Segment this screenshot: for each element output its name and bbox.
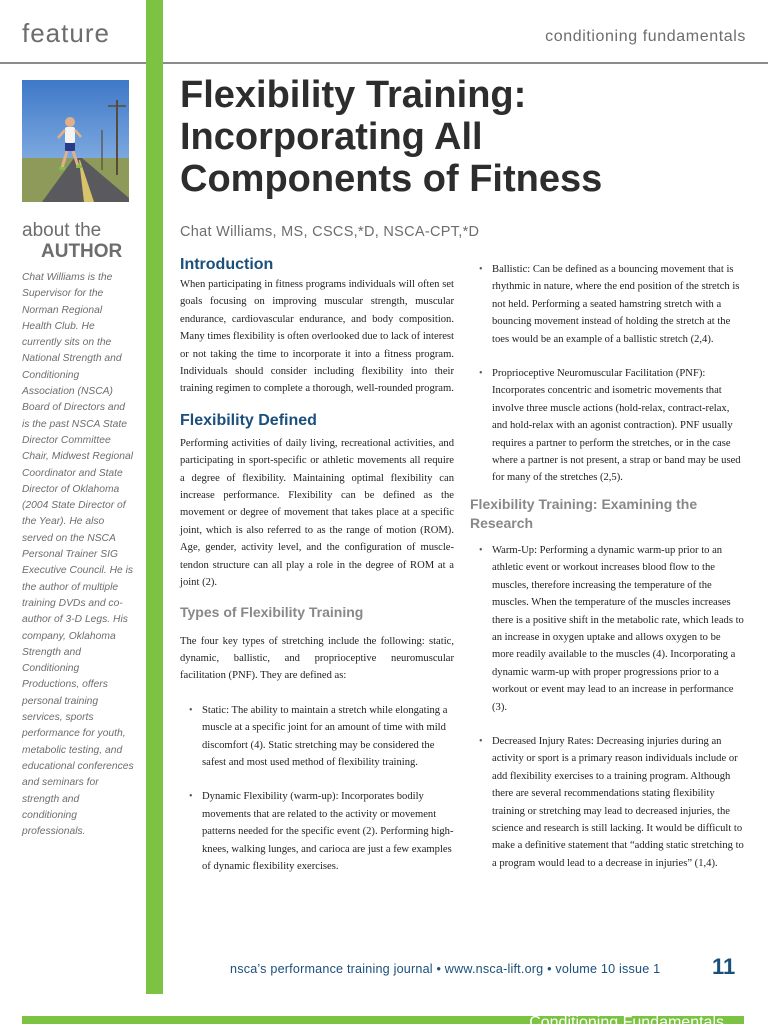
- types-paragraph: The four key types of stretching include the following: static, dynamic, ballistic, and proprioceptive neuromuscular facilitation (PNF). They are defined as:: [180, 635, 454, 682]
- footer-issue: volume 10 issue 1: [555, 962, 661, 976]
- bullet-pnf: • Proprioceptive Neuromuscular Facilitation (PNF): Incorporates concentric and isometric movements that involve three muscle actions (hold-relax, contract-relax, and hold-relax with an agonist contraction). PNF usually requires a partner to perform the stretches, or in the case where a partner is not present, a strap or band may be used for many of the stretches (2,5).: [470, 365, 744, 487]
- left-column: [180, 254, 454, 875]
- bullet-ballistic: • Ballistic: Can be defined as a bouncing movement that is rhythmic in nature, where the end position of the stretch is not held. Performing a seated hamstring stretch with a bouncing movement instead of holding the stretch at the toes would be an example of a ballistic stretch (2,4).: [470, 261, 744, 348]
- about-label-bottom: AUTHOR: [41, 241, 123, 262]
- category-label: conditioning fundamentals: [545, 28, 746, 45]
- header-divider: [0, 62, 768, 64]
- flexibility-defined-heading: Flexibility Defined: [180, 411, 317, 429]
- footer-journal: nsca’s performance training journal: [230, 962, 433, 976]
- runner-photo-image: [22, 80, 129, 202]
- intro-paragraph: When participating in fitness programs individuals will often set goals focusing on improving muscular strength, muscular endurance, cardiovascular endurance, and body composition. Many times flexibility is often overlooked due to lack of interest or not taking the time to incorporate it into a fitness program. Individuals should consider including flexibility into their training regimen to complete a thorough, well-rounded program.: [180, 279, 454, 395]
- accent-vertical-bar: [146, 0, 163, 994]
- bottom-banner-text: Conditioning Fundamentals: [529, 1014, 724, 1031]
- title-line-1: Flexibility Training:: [180, 74, 527, 116]
- footer-separator: •: [436, 962, 442, 976]
- title-line-2: Incorporating All: [180, 116, 483, 158]
- page-number: 11: [712, 954, 736, 979]
- byline: Chat Williams, MS, CSCS,*D, NSCA-CPT,*D: [180, 224, 480, 240]
- footer-url[interactable]: www.nsca-lift.org: [444, 962, 544, 976]
- research-heading: Flexibility Training: Examining the Research: [470, 495, 698, 531]
- about-the-author-heading: [22, 220, 122, 262]
- bullet-static: • Static: The ability to maintain a stretch while elongating a muscle at a specific joint for an amount of time with mild discomfort (4). Static stretching may be considered the safest and most used method of flexibility training.: [180, 702, 454, 772]
- bullet-dynamic: • Dynamic Flexibility (warm-up): Incorporates bodily movements that are related to the activity or movement patterns needed for the specific event (2). Performing high-knees, walking lunges, and carioca are just a few examples of dynamic flexibility exercises.: [180, 788, 454, 875]
- bottom-banner: [22, 1014, 744, 1031]
- flexibility-defined-paragraph: Performing activities of daily living, recreational activities, and participating in sport-specific or athletic movements all require a degree of flexibility. Maintaining optimal flexibility can increase performance. Flexibility can be defined as the movement or degree of movement that takes place at a specific joint, which is also referred to as the range of motion (ROM). Age, gender, activity level, and the configuration of muscle-tendon structure can all play a role in the degree of ROM at a joint (2).: [180, 437, 454, 589]
- bullet-injury: • Decreased Injury Rates: Decreasing injuries during an activity or sport is a primary reason individuals include or add flexibility exercises to a training program. Although there are several recommendations stating flexibility training or stretching may lead to decreased injuries, the science and research is still lacking. It would be difficult to make a definitive statement that “adding static stretching to a program would lead to a decrease in injuries” (1,4).: [470, 733, 744, 872]
- author-photo: [22, 80, 129, 202]
- title-line-3: Components of Fitness: [180, 158, 603, 200]
- footer-journal-line: [230, 962, 660, 976]
- section-label: feature: [22, 18, 110, 48]
- about-label-top: about the: [22, 220, 102, 241]
- intro-heading: Introduction: [180, 256, 274, 273]
- author-bio: Chat Williams is the Supervisor for the Norman Regional Health Club. He currently sits on the National Strength and Conditioning Association (NSCA) Board of Directors and is the past NSCA State Director Committee Chair, Midwest Regional Coordinator and State Director of Oklahoma (2004 State Director of the Year). He also served on the NSCA Personal Trainer SIG Executive Council. He is the author of multiple training DVDs and co-author of 3-D Legs. His company, Oklahoma Strength and Conditioning Productions, offers personal training services, sports performance for youth, metabolic testing, and educational conferences and seminars for strength and conditioning professionals.: [22, 272, 134, 838]
- right-column: [470, 261, 744, 872]
- types-heading: Types of Flexibility Training: [180, 603, 364, 620]
- footer-separator: •: [547, 962, 552, 976]
- article-title: [180, 74, 740, 200]
- bullet-warmup: • Warm-Up: Performing a dynamic warm-up prior to an athletic event or workout increases blood flow to the muscles, therefore increasing the temperature of the muscles. When the temperature of the muscles increases there is a positive shift in the metabolic rate, which leads to an increase in oxygen uptake and allows oxygen to be more readily available to the muscles (4). Incorporating a dynamic warm-up with proper progressions prior to a workout or event may lead to an increase in performance (3).: [470, 542, 744, 716]
